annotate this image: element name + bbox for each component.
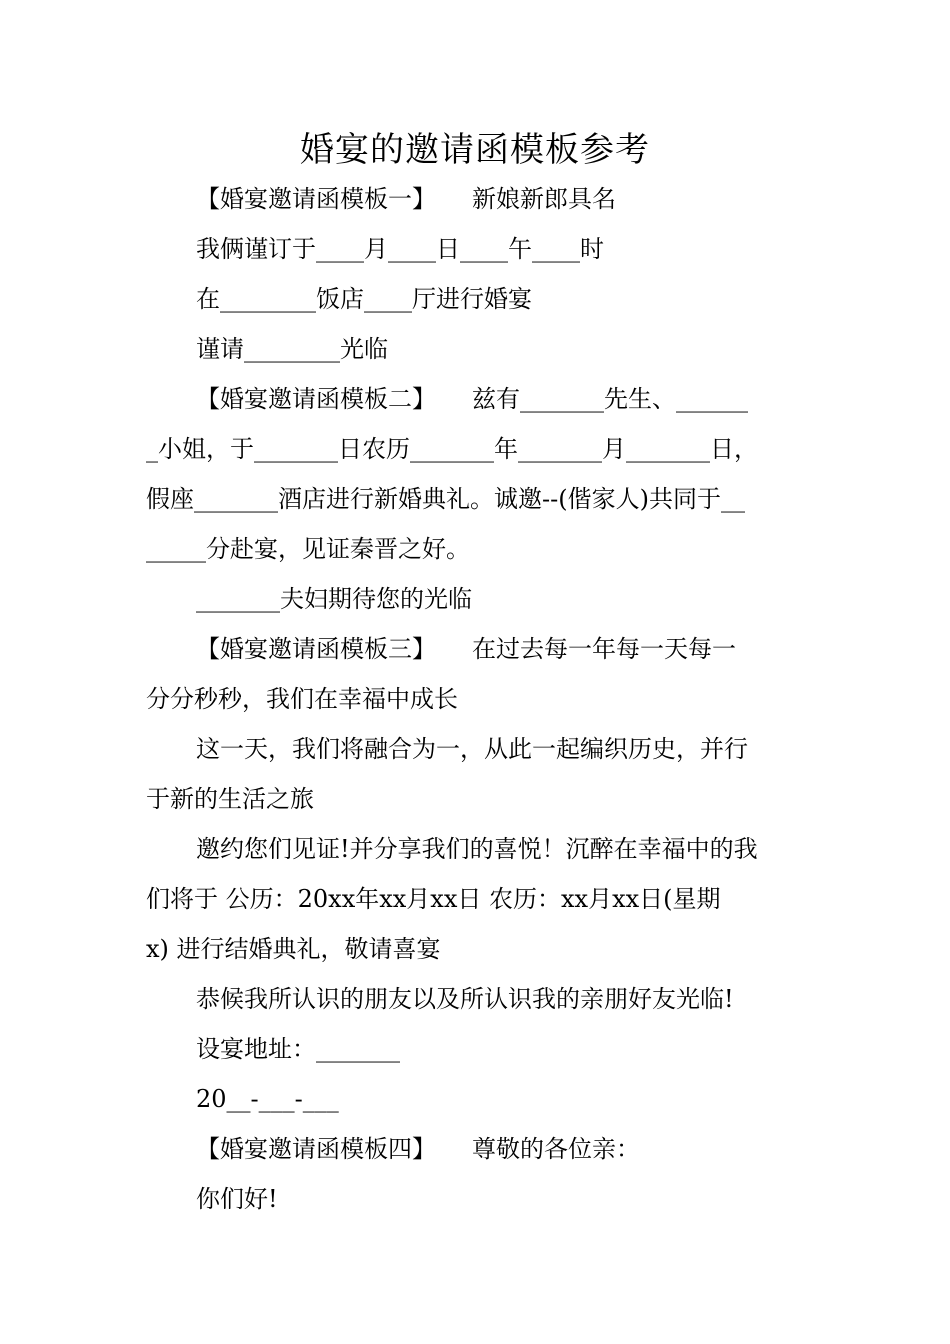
paragraph-line: _____分赴宴，见证秦晋之好。: [146, 535, 470, 563]
paragraph-line: 20__-___-___: [196, 1085, 339, 1113]
paragraph-line: 分分秒秒，我们在幸福中成长: [146, 685, 458, 713]
template-4-heading: 【婚宴邀请函模板四】 尊敬的各位亲：: [196, 1135, 640, 1163]
paragraph-line: _______夫妇期待您的光临: [196, 585, 472, 613]
template-2-heading: 【婚宴邀请函模板二】 兹有_______先生、______: [196, 385, 748, 413]
paragraph-line: 你们好!: [196, 1185, 278, 1213]
paragraph-line: 恭候我所认识的朋友以及所认识我的亲朋好友光临!: [196, 985, 734, 1013]
paragraph-line: 在________饭店____厅进行婚宴: [196, 285, 532, 313]
paragraph-line: 这一天，我们将融合为一，从此一起编织历史，并行: [196, 735, 748, 763]
paragraph-line: 谨请________光临: [196, 335, 388, 363]
paragraph-line: 们将于 公历：20xx年xx月xx日 农历：xx月xx日(星期: [146, 885, 721, 913]
paragraph-line: _小姐，于_______日农历_______年_______月_______日，: [146, 435, 758, 463]
paragraph-line: x) 进行结婚典礼，敬请喜宴: [146, 935, 441, 963]
paragraph-line: 设宴地址：_______: [196, 1035, 400, 1063]
paragraph-line: 邀约您们见证!并分享我们的喜悦！沉醉在幸福中的我: [196, 835, 758, 863]
template-1-heading: 【婚宴邀请函模板一】 新娘新郎具名: [196, 185, 616, 213]
template-3-heading: 【婚宴邀请函模板三】 在过去每一年每一天每一: [196, 635, 736, 663]
paragraph-line: 假座_______酒店进行新婚典礼。诚邀--(偕家人)共同于__: [146, 485, 745, 513]
document-title: 婚宴的邀请函模板参考: [300, 130, 650, 170]
paragraph-line: 于新的生活之旅: [146, 785, 314, 813]
paragraph-line: 我俩谨订于____月____日____午____时: [196, 235, 604, 263]
